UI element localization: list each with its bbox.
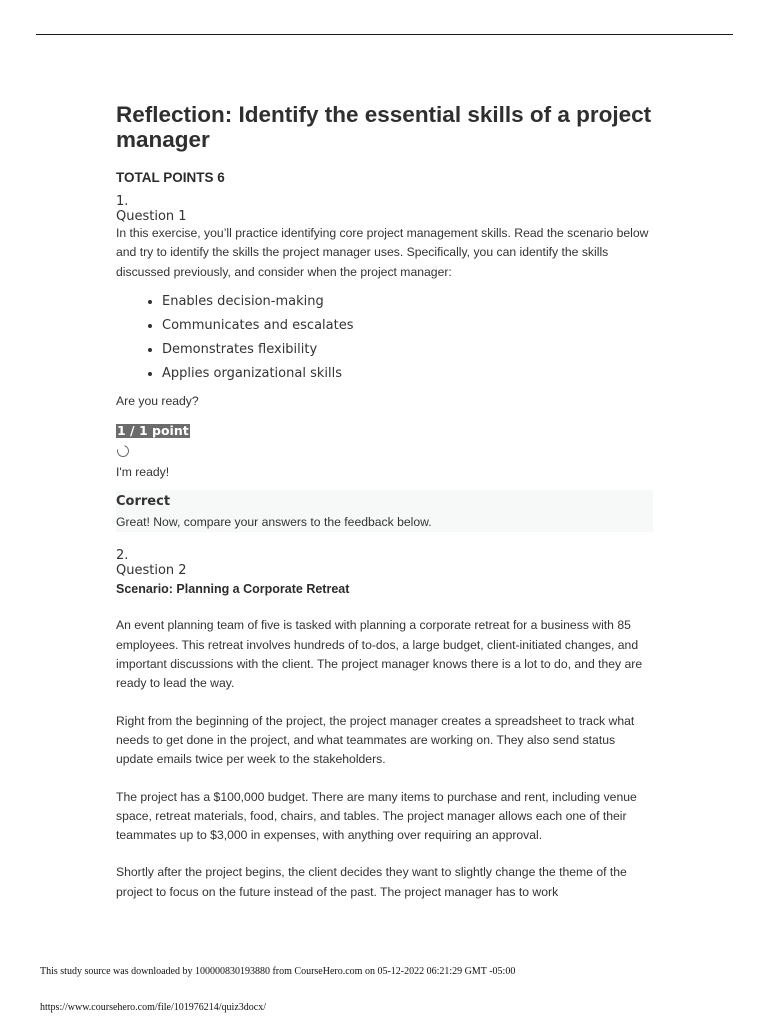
question-intro: In this exercise, you’ll practice identifying core project management skills. Read the scenario below and try to identify the skills the project manager uses. Specifically, you can identify the skills discussed previously, and consider when the project manager: xyxy=(116,226,649,279)
scenario-paragraph: The project has a $100,000 budget. There are many items to purchase and rent, including venue space, retreat materials, food, chairs, and tables. The project manager allows each one of their teammates up to $3,000 in expenses, with anything over requiring an approval. xyxy=(116,789,637,843)
feedback-text: Great! Now, compare your answers to the feedback below. xyxy=(116,515,432,530)
question-2 xyxy=(116,548,653,902)
question-label: Question 2 xyxy=(116,563,187,579)
scenario-paragraph: Shortly after the project begins, the client decides they want to slightly change the theme of the project to focus on the future instead of the past. The project manager has to work xyxy=(116,865,627,899)
total-points: TOTAL POINTS 6 xyxy=(116,170,225,185)
question-number: 2. xyxy=(116,548,129,564)
document-content xyxy=(116,102,653,902)
scenario-paragraph: Right from the beginning of the project, the project manager creates a spreadsheet to track what needs to get done in the project, and what teammates are working on. They also send status update emails twice per week to the stakeholders. xyxy=(116,713,635,767)
scenario-paragraph: An event planning team of five is tasked with planning a corporate retreat for a business with 85 employees. This retreat involves hundreds of to-dos, a large budget, client-initiated changes, and important discussions with the client. The project manager knows there is a lot to do, and they are ready to lead the way. xyxy=(116,618,643,691)
list-item: • Demonstrates flexibility xyxy=(162,338,653,362)
question-label: Question 1 xyxy=(116,209,187,224)
page-title: Reflection: Identify the essential skills of a project manager xyxy=(116,102,652,152)
radio-selected-icon[interactable] xyxy=(115,443,131,459)
download-notice: This study source was downloaded by 100000830193880 from CourseHero.com on 05-12-2022 06:21:29 GMT -05:00 xyxy=(40,966,516,977)
score-badge: 1 / 1 point xyxy=(117,423,189,439)
skills-list xyxy=(116,290,653,386)
list-item: • Communicates and escalates xyxy=(162,314,653,338)
list-item: • Enables decision-making xyxy=(162,290,653,314)
feedback-title: Correct xyxy=(116,494,171,510)
question-1 xyxy=(116,194,653,532)
top-divider xyxy=(36,34,733,35)
list-item: • Applies organizational skills xyxy=(162,362,653,386)
feedback-box xyxy=(116,490,653,532)
source-url[interactable]: https://www.coursehero.com/file/101976214/quiz3docx/ xyxy=(40,1002,266,1013)
question-number: 1. xyxy=(116,194,129,209)
scenario-title: Scenario: Planning a Corporate Retreat xyxy=(116,582,350,597)
answer-option[interactable]: I'm ready! xyxy=(116,465,170,480)
question-prompt: Are you ready? xyxy=(116,393,199,408)
